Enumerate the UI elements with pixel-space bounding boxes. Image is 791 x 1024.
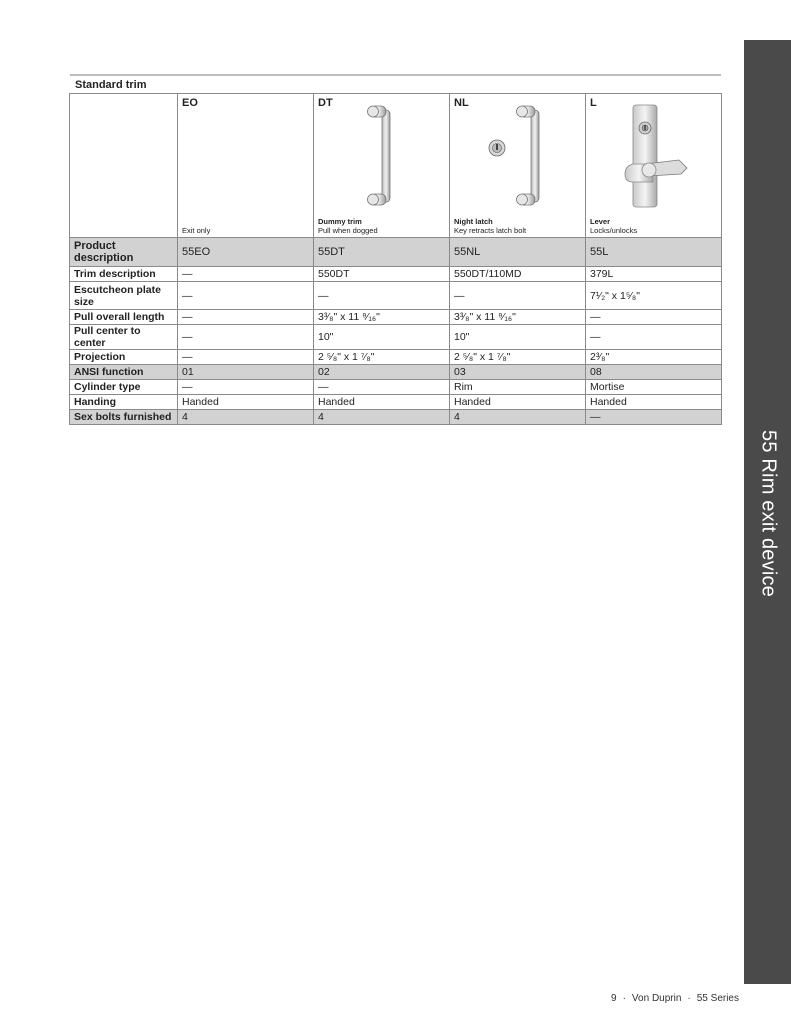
cell-value: — xyxy=(450,282,586,310)
cell-value: 08 xyxy=(586,365,722,380)
table-row xyxy=(70,395,722,410)
footer-separator: · xyxy=(622,993,626,1004)
column-caption xyxy=(182,226,210,235)
column-nl xyxy=(450,94,586,238)
footer-series: 55 Series xyxy=(696,993,739,1004)
cell-value: Mortise xyxy=(586,380,722,395)
table-row xyxy=(70,282,722,310)
cell-value: 55NL xyxy=(450,238,586,267)
row-label: Projection xyxy=(70,350,178,365)
row-label: Escutcheon plate size xyxy=(70,282,178,310)
cell-value: 01 xyxy=(178,365,314,380)
column-caption xyxy=(454,217,526,235)
column-caption xyxy=(590,217,637,235)
cell-value: 55DT xyxy=(314,238,450,267)
cell-value: 550DT/110MD xyxy=(450,267,586,282)
cell-value: 379L xyxy=(586,267,722,282)
cell-value: — xyxy=(178,282,314,310)
cell-value: — xyxy=(586,325,722,350)
table-row xyxy=(70,350,722,365)
caption-line-2: Pull when dogged xyxy=(318,226,378,235)
cell-value: — xyxy=(178,267,314,282)
lever-trim-icon xyxy=(609,102,699,210)
cell-value: — xyxy=(314,282,450,310)
caption-line-1: Dummy trim xyxy=(318,217,362,226)
caption-line-2: Key retracts latch bolt xyxy=(454,226,527,235)
cell-value: 3³⁄₈" x 11 ⁹⁄₁₆" xyxy=(314,310,450,325)
column-l xyxy=(586,94,722,238)
row-label: ANSI function xyxy=(70,365,178,380)
cell-value: 2³⁄₈" xyxy=(586,350,722,365)
column-code: EO xyxy=(182,97,198,109)
cell-value: Rim xyxy=(450,380,586,395)
cell-value: — xyxy=(586,310,722,325)
table-row xyxy=(70,310,722,325)
column-code: NL xyxy=(454,97,469,109)
row-label: Trim description xyxy=(70,267,178,282)
cell-value: Handed xyxy=(450,395,586,410)
table-row xyxy=(70,380,722,395)
row-label: Handing xyxy=(70,395,178,410)
row-label: Cylinder type xyxy=(70,380,178,395)
cell-value: 2 ⁵⁄₈" x 1 ⁷⁄₈" xyxy=(450,350,586,365)
trim-header-row xyxy=(70,94,722,238)
cell-value: 55L xyxy=(586,238,722,267)
cell-value: — xyxy=(178,310,314,325)
column-dt xyxy=(314,94,450,238)
footer-separator: · xyxy=(687,993,691,1004)
caption-line-2: Locks/unlocks xyxy=(590,226,638,235)
row-label: Sex bolts furnished xyxy=(70,410,178,425)
cell-value: — xyxy=(178,380,314,395)
column-eo xyxy=(178,94,314,238)
cell-value: 03 xyxy=(450,365,586,380)
table-row xyxy=(70,365,722,380)
side-title: 55 Rim exit device xyxy=(757,430,780,597)
cell-value: 7¹⁄₂" x 1⁵⁄₈" xyxy=(586,282,722,310)
column-caption xyxy=(318,217,378,235)
cell-value: — xyxy=(178,325,314,350)
section-title: Standard trim xyxy=(75,79,147,91)
cell-value: 55EO xyxy=(178,238,314,267)
cell-value: — xyxy=(178,350,314,365)
row-label: Pull overall length xyxy=(70,310,178,325)
cell-value: 10" xyxy=(314,325,450,350)
pull-handle-icon xyxy=(362,102,402,210)
cell-value: 3³⁄₈" x 11 ⁹⁄₁₆" xyxy=(450,310,586,325)
table-row xyxy=(70,267,722,282)
cell-value: 550DT xyxy=(314,267,450,282)
table-row xyxy=(70,410,722,425)
cell-value: 4 xyxy=(314,410,450,425)
caption-line-1: Night latch xyxy=(454,217,493,226)
page-footer xyxy=(611,993,739,1004)
cell-value: 4 xyxy=(178,410,314,425)
cell-value: Handed xyxy=(178,395,314,410)
row-label: Product description xyxy=(70,238,178,267)
table-row xyxy=(70,325,722,350)
cell-value: 10" xyxy=(450,325,586,350)
top-rule xyxy=(70,74,721,76)
cell-value: — xyxy=(314,380,450,395)
page-number: 9 xyxy=(611,993,617,1004)
standard-trim-table xyxy=(69,93,722,425)
column-code: L xyxy=(590,97,597,109)
caption-line-2: Exit only xyxy=(182,226,211,235)
table-row xyxy=(70,238,722,267)
header-blank-cell xyxy=(70,94,178,238)
cell-value: 4 xyxy=(450,410,586,425)
cell-value: 2 ⁵⁄₈" x 1 ⁷⁄₈" xyxy=(314,350,450,365)
cell-value: Handed xyxy=(586,395,722,410)
pull-handle-cylinder-icon xyxy=(483,102,553,210)
column-code: DT xyxy=(318,97,333,109)
cell-value: 02 xyxy=(314,365,450,380)
row-label: Pull center to center xyxy=(70,325,178,350)
footer-brand: Von Duprin xyxy=(631,993,682,1004)
cell-value: — xyxy=(586,410,722,425)
caption-line-1: Lever xyxy=(590,217,611,226)
cell-value: Handed xyxy=(314,395,450,410)
